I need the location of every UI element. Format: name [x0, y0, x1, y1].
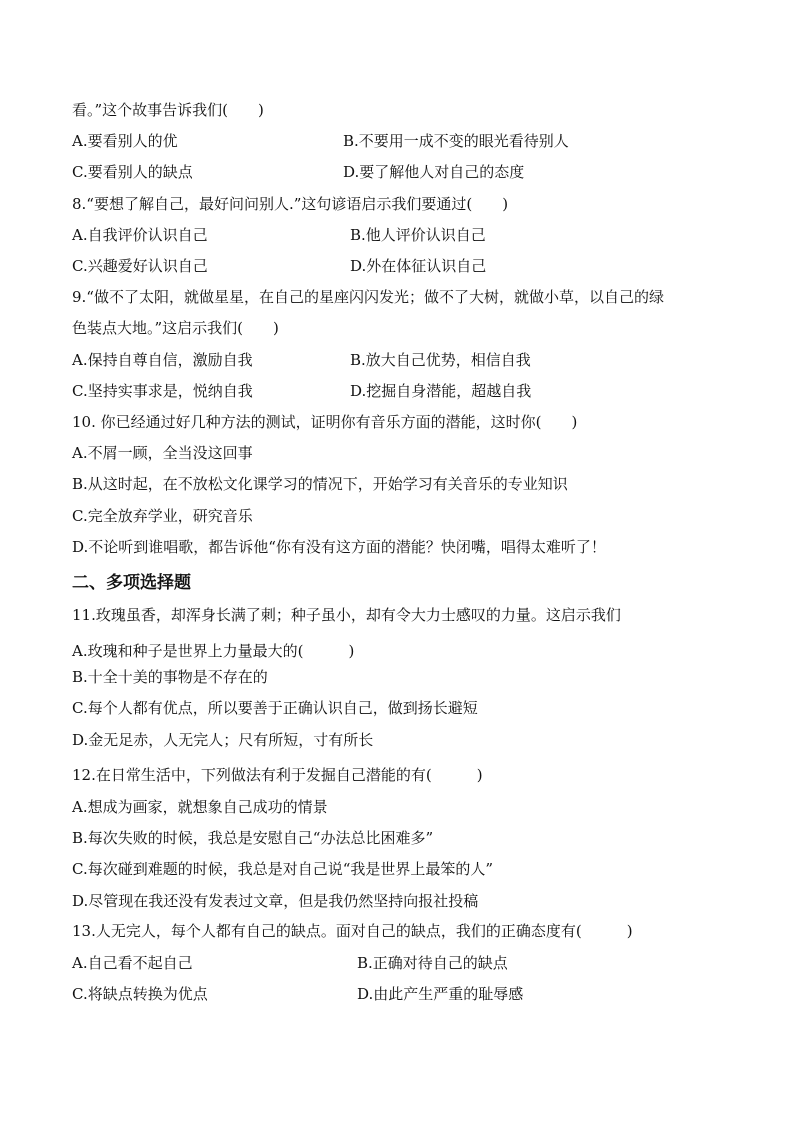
q12-option-d: D.尽管现在我还没有发表过文章，但是我仍然坚持向报社投稿 [72, 892, 479, 910]
q13-option-a: A.自己看不起自己 [72, 954, 193, 972]
q10-option-b: B.从这时起，在不放松文化课学习的情况下，开始学习有关音乐的专业知识 [72, 475, 568, 493]
q13-option-c: C.将缺点转换为优点 [72, 985, 208, 1003]
q12-stem: 12.在日常生活中，下列做法有利于发掘自己潜能的有( ) [72, 766, 483, 784]
q11-option-b: B.十全十美的事物是不存在的 [72, 668, 268, 686]
q8-stem: 8.“要想了解自己，最好问问别人.”这句谚语启示我们要通过( ) [72, 195, 509, 213]
q7-stem-continuation: 看。”这个故事告诉我们( ) [72, 101, 264, 119]
q13-option-b: B.正确对待自己的缺点 [357, 954, 508, 972]
q7-option-d: D.要了解他人对自己的态度 [343, 163, 525, 181]
q9-stem-line2: 色装点大地。”这启示我们( ) [72, 319, 279, 337]
q7-option-b: B.不要用一成不变的眼光看待别人 [343, 132, 569, 150]
q9-option-d: D.挖掘自身潜能，超越自我 [350, 382, 532, 400]
q12-option-b: B.每次失败的时候，我总是安慰自己“办法总比困难多” [72, 829, 434, 847]
q8-option-d: D.外在体征认识自己 [350, 257, 487, 275]
q9-option-b: B.放大自己优势，相信自我 [350, 351, 531, 369]
q8-option-c: C.兴趣爱好认识自己 [72, 257, 208, 275]
q9-option-a: A.保持自尊自信，激励自我 [72, 351, 253, 369]
section-heading-multiple-choice: 二、多项选择题 [72, 573, 191, 593]
q8-option-b: B.他人评价认识自己 [350, 226, 486, 244]
q13-stem: 13.人无完人，每个人都有自己的缺点。面对自己的缺点，我们的正确态度有( ) [72, 922, 633, 940]
q9-option-c: C.坚持实事求是，悦纳自我 [72, 382, 253, 400]
q11-option-d: D.金无足赤，人无完人；尺有所短，寸有所长 [72, 731, 374, 749]
q10-option-a: A.不屑一顾，全当没这回事 [72, 444, 253, 462]
q7-option-c: C.要看别人的缺点 [72, 163, 193, 181]
q11-stem: 11.玫瑰虽香，却浑身长满了刺；种子虽小，却有令大力士感叹的力量。这启示我们 [72, 606, 621, 624]
q10-option-d: D.不论听到谁唱歌，都告诉他“你有没有这方面的潜能？快闭嘴，唱得太难听了！ [72, 538, 606, 556]
q11-option-c: C.每个人都有优点，所以要善于正确认识自己，做到扬长避短 [72, 699, 478, 717]
q7-option-a: A.要看别人的优 [72, 132, 178, 150]
q10-option-c: C.完全放弃学业，研究音乐 [72, 507, 253, 525]
q10-stem: 10. 你已经通过好几种方法的测试，证明你有音乐方面的潜能，这时你( ) [72, 413, 578, 431]
q13-option-d: D.由此产生严重的耻辱感 [357, 985, 524, 1003]
q9-stem-line1: 9.“做不了太阳，就做星星，在自己的星座闪闪发光；做不了大树，就做小草，以自己的绿 [72, 288, 664, 306]
q12-option-c: C.每次碰到难题的时候，我总是对自己说“我是世界上最笨的人” [72, 860, 494, 878]
q12-option-a: A.想成为画家，就想象自己成功的情景 [72, 798, 328, 816]
q11-option-a: A.玫瑰和种子是世界上力量最大的( ) [72, 642, 355, 660]
q8-option-a: A.自我评价认识自己 [72, 226, 208, 244]
